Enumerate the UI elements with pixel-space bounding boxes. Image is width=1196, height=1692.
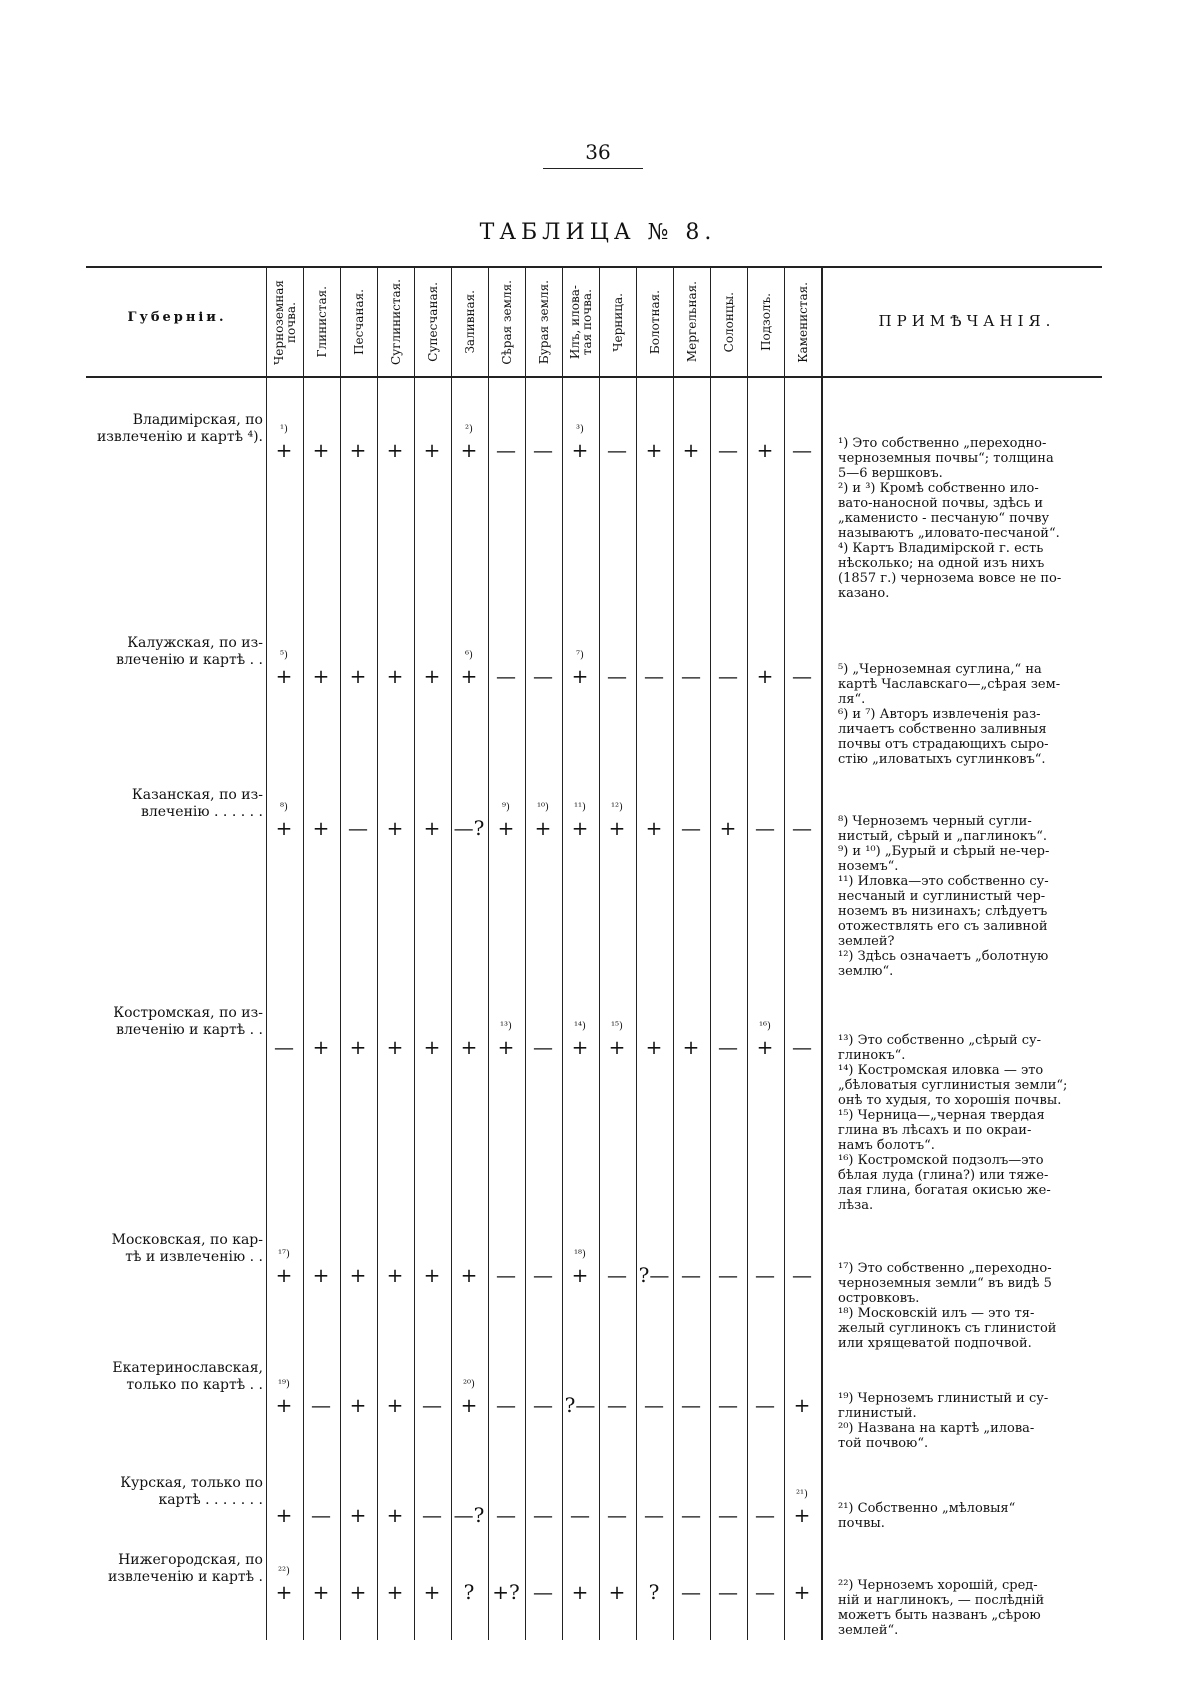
footnote-marker: ⁷) <box>576 650 584 661</box>
note-line: бѣлая луда (глина?) или тяже- <box>838 1168 1049 1183</box>
table-cell: + <box>349 664 367 688</box>
table-cell: — <box>681 1393 701 1417</box>
column-rule <box>303 266 304 1640</box>
table-cell: — <box>607 1393 627 1417</box>
table-cell: — <box>681 664 701 688</box>
footnote-marker: ¹³) <box>500 1021 512 1032</box>
page-number: 36 <box>585 140 611 164</box>
footnote-marker: ²¹) <box>796 1489 808 1500</box>
table-cell: — <box>681 1580 701 1604</box>
table-cell: + <box>386 1580 404 1604</box>
table-cell: — <box>718 664 738 688</box>
table-cell: + <box>349 1393 367 1417</box>
table-cell: — <box>533 438 553 462</box>
province-column-header: Губерніи. <box>127 310 227 325</box>
table-cell: — <box>348 816 368 840</box>
table-cell: + <box>386 1393 404 1417</box>
footnote-marker: ¹¹) <box>574 802 586 813</box>
column-rule <box>451 266 452 1640</box>
column-rule <box>821 266 823 1640</box>
table-cell: +? <box>492 1580 520 1604</box>
province-name-line: извлеченію и картѣ ⁴). <box>96 429 263 445</box>
table-cell: — <box>533 1035 553 1059</box>
footnote-marker: ²⁰) <box>463 1379 475 1390</box>
table-cell: + <box>423 1263 441 1287</box>
soil-column-header: Суглинистая. <box>388 278 403 366</box>
table-cell: + <box>793 1580 811 1604</box>
note-line: ¹⁷) Это собственно „переходно- <box>838 1261 1052 1276</box>
table-cell: — <box>681 1503 701 1527</box>
table-cell: — <box>718 1263 738 1287</box>
note-line: лая глина, богатая окисью же- <box>838 1183 1051 1198</box>
table-cell: + <box>682 438 700 462</box>
table-cell: + <box>497 1035 515 1059</box>
footnote-marker: ⁶) <box>465 650 473 661</box>
province-name-line: картѣ . . . . . . . <box>158 1492 263 1508</box>
column-rule <box>377 266 378 1640</box>
province-name <box>75 1552 263 1586</box>
note-line: островковъ. <box>838 1291 920 1306</box>
province-name-line: Курская, только по <box>120 1475 263 1491</box>
province-name-line: влеченію и картѣ . . <box>116 1022 263 1038</box>
table-cell: — <box>644 664 664 688</box>
soil-column-header: Песчаная. <box>351 289 366 355</box>
footnote-marker: ¹⁴) <box>574 1021 586 1032</box>
footnote-marker: ⁵) <box>280 650 288 661</box>
note-line: „бѣловатыя суглинистыя земли“; <box>838 1078 1068 1093</box>
table-cell: — <box>644 1393 664 1417</box>
table-cell: — <box>607 438 627 462</box>
note-line: ⁶) и ⁷) Авторъ извлеченія раз- <box>838 707 1041 722</box>
column-rule <box>784 266 785 1640</box>
table-cell: + <box>571 1035 589 1059</box>
table-cell: — <box>570 1503 590 1527</box>
table-cell: + <box>645 1035 663 1059</box>
column-rule <box>710 266 711 1640</box>
note-line: нистый, сѣрый и „паглинокъ“. <box>838 829 1048 844</box>
table-cell: — <box>533 1263 553 1287</box>
note-line: ²) и ³) Кромѣ собственно ило- <box>838 481 1039 496</box>
table-cell: + <box>349 1035 367 1059</box>
column-rule <box>747 266 748 1640</box>
table-cell: + <box>275 1263 293 1287</box>
page-number-rule <box>543 168 643 169</box>
note-line: ²⁰) Названа на картѣ „илова- <box>838 1421 1035 1436</box>
province-name-line: Калужская, по из- <box>127 635 263 651</box>
province-name <box>75 1232 263 1266</box>
table-cell: + <box>571 1263 589 1287</box>
note-line: землей? <box>838 934 895 949</box>
footnote-marker: ¹) <box>280 424 288 435</box>
table-cell: + <box>645 438 663 462</box>
note-line: черноземныя почвы“; толщина <box>838 451 1054 466</box>
province-name <box>75 412 263 446</box>
table-cell: — <box>311 1503 331 1527</box>
table-cell: — <box>755 816 775 840</box>
table-cell: + <box>571 1580 589 1604</box>
note-line: землей“. <box>838 1623 899 1638</box>
row-notes <box>838 1501 1096 1531</box>
note-line: можетъ быть названъ „сѣрою <box>838 1608 1041 1623</box>
table-cell: + <box>386 438 404 462</box>
soil-column-header: Мергельная. <box>684 281 699 363</box>
table-cell: + <box>275 664 293 688</box>
note-line: ноземъ въ низинахъ; слѣдуетъ <box>838 904 1048 919</box>
note-line: (1857 г.) чернозема вовсе не по- <box>838 571 1062 586</box>
note-line: ній и наглинокъ, — послѣдній <box>838 1593 1045 1608</box>
note-line: ¹³) Это собственно „сѣрый су- <box>838 1033 1042 1048</box>
note-line: желый суглинокъ съ глинистой <box>838 1321 1057 1336</box>
note-line: „каменисто - песчаную“ почву <box>838 511 1050 526</box>
note-line: ¹⁸) Московскій илъ — это тя- <box>838 1306 1035 1321</box>
note-line: ⁵) „Черноземная суглина,“ на <box>838 662 1042 677</box>
note-line: казано. <box>838 586 890 601</box>
footnote-marker: ²²) <box>278 1566 290 1577</box>
province-name-line: Нижегородская, по <box>118 1552 263 1568</box>
column-rule <box>488 266 489 1640</box>
note-line: ¹⁴) Костромская иловка — это <box>838 1063 1044 1078</box>
column-rule <box>636 266 637 1640</box>
column-rule <box>414 266 415 1640</box>
column-rule <box>340 266 341 1640</box>
footnote-marker: ⁸) <box>280 802 288 813</box>
table-cell: + <box>386 816 404 840</box>
note-line: той почвою“. <box>838 1436 929 1451</box>
province-name-line: только по картѣ . . <box>126 1377 263 1393</box>
note-line: ¹⁹) Черноземъ глинистый и су- <box>838 1391 1049 1406</box>
table-cell: — <box>792 664 812 688</box>
table-cell: — <box>755 1393 775 1417</box>
table-cell: + <box>275 438 293 462</box>
footnote-marker: ³) <box>576 424 584 435</box>
table-title: ТАБЛИЦА № 8. <box>479 220 717 245</box>
table-cell: — <box>755 1503 775 1527</box>
table-cell: — <box>718 438 738 462</box>
note-line: несчаный и суглинистый чер- <box>838 889 1046 904</box>
note-line: отожествлять его съ заливной <box>838 919 1048 934</box>
note-line: ля“. <box>838 692 866 707</box>
table-cell: + <box>312 1263 330 1287</box>
table-cell: — <box>496 1393 516 1417</box>
table-cell: + <box>460 1035 478 1059</box>
row-notes <box>838 1261 1096 1351</box>
table-cell: + <box>608 816 626 840</box>
soil-column-header: Глинистая. <box>314 286 329 358</box>
column-rule <box>673 266 674 1640</box>
table-cell: — <box>755 1580 775 1604</box>
footnote-marker: ¹⁸) <box>574 1249 586 1260</box>
soil-column-header: Супесчаная. <box>425 282 440 362</box>
note-line: ¹²) Здѣсь означаетъ „болотную <box>838 949 1049 964</box>
table-cell: + <box>645 816 663 840</box>
province-name-line: Казанская, по из- <box>131 787 263 803</box>
province-name <box>75 1475 263 1509</box>
table-cell: + <box>460 438 478 462</box>
table-cell: + <box>386 1503 404 1527</box>
table-cell: — <box>681 816 701 840</box>
province-name-line: Московская, по кар- <box>111 1232 263 1248</box>
footnote-marker: ¹²) <box>611 802 623 813</box>
table-cell: — <box>496 1263 516 1287</box>
table-cell: + <box>571 664 589 688</box>
column-rule <box>525 266 526 1640</box>
table-cell: + <box>312 1035 330 1059</box>
province-name-line: влеченію . . . . . . <box>140 804 263 820</box>
table-cell: + <box>312 1580 330 1604</box>
province-name <box>75 1005 263 1039</box>
table-cell: + <box>349 1503 367 1527</box>
row-notes <box>838 1391 1096 1451</box>
province-name-line: влеченію и картѣ . . <box>116 652 263 668</box>
table-cell: + <box>349 438 367 462</box>
row-notes <box>838 436 1096 601</box>
table-cell: + <box>386 1263 404 1287</box>
table-cell: + <box>349 1580 367 1604</box>
table-cell: + <box>275 1580 293 1604</box>
notes-column-header: ПРИМѢЧАНІЯ. <box>878 312 1056 330</box>
soil-column-header: Черница. <box>610 292 625 352</box>
footnote-marker: ¹⁷) <box>278 1249 290 1260</box>
note-line: ¹⁵) Черница—„черная твердая <box>838 1108 1045 1123</box>
table-cell: — <box>607 664 627 688</box>
note-line: черноземныя земли“ въ видѣ 5 <box>838 1276 1052 1291</box>
note-line: землю“. <box>838 964 894 979</box>
table-cell: + <box>312 664 330 688</box>
province-name-line: извлеченію и картѣ . <box>108 1569 263 1585</box>
table-cell: ?— <box>638 1263 670 1287</box>
soil-column-header: Сѣрая земля. <box>499 279 514 365</box>
table-cell: ? <box>648 1580 660 1604</box>
table-cell: — <box>718 1503 738 1527</box>
note-line: ноземъ“. <box>838 859 899 874</box>
footnote-marker: ¹⁰) <box>537 802 549 813</box>
table-cell: — <box>792 816 812 840</box>
table-cell: — <box>274 1035 294 1059</box>
table-cell: + <box>386 1035 404 1059</box>
soil-column-header: Каменистая. <box>795 281 810 363</box>
table-cell: + <box>423 664 441 688</box>
footnote-marker: ¹⁵) <box>611 1021 623 1032</box>
province-name <box>75 635 263 669</box>
table-cell: —? <box>453 816 485 840</box>
note-line: почвы отъ страдающихъ сыро- <box>838 737 1049 752</box>
note-line: 5—6 вершковъ. <box>838 466 943 481</box>
table-cell: + <box>571 816 589 840</box>
note-line: глина въ лѣсахъ и по окраи- <box>838 1123 1032 1138</box>
table-cell: — <box>607 1263 627 1287</box>
soil-column-header: Заливная. <box>462 290 477 354</box>
note-line: намъ болотъ“. <box>838 1138 935 1153</box>
table-cell: + <box>460 1263 478 1287</box>
table-cell: — <box>496 1503 516 1527</box>
table-cell: — <box>718 1393 738 1417</box>
table-cell: — <box>496 438 516 462</box>
table-cell: + <box>756 438 774 462</box>
table-cell: —? <box>453 1503 485 1527</box>
note-line: ¹⁶) Костромской подзолъ—это <box>838 1153 1044 1168</box>
note-line: ⁴) Картъ Владимірской г. есть <box>838 541 1044 556</box>
table-cell: — <box>533 1503 553 1527</box>
note-line: онѣ то худыя, то хорошія почвы. <box>838 1093 1062 1108</box>
note-line: почвы. <box>838 1516 885 1531</box>
footnote-marker: ¹⁹) <box>278 1379 290 1390</box>
soil-column-header: Бурая земля. <box>536 279 551 365</box>
table-cell: + <box>793 1503 811 1527</box>
table-cell: + <box>608 1580 626 1604</box>
table-cell: — <box>792 1035 812 1059</box>
table-cell: + <box>275 1503 293 1527</box>
table-cell: — <box>792 1263 812 1287</box>
column-rule <box>266 266 267 1640</box>
table-cell: — <box>311 1393 331 1417</box>
table-cell: ? <box>463 1580 475 1604</box>
row-notes <box>838 1033 1096 1213</box>
note-line: называютъ „иловато-песчаной“. <box>838 526 1060 541</box>
table-cell: + <box>423 1580 441 1604</box>
soil-column-header: Подзолъ. <box>758 293 773 351</box>
note-line: картѣ Чаславскаго—„сѣрая зем- <box>838 677 1061 692</box>
footnote-marker: ²) <box>465 424 473 435</box>
province-name-line: тѣ и извлеченію . . <box>125 1249 263 1265</box>
note-line: или хрящеватой подпочвой. <box>838 1336 1032 1351</box>
province-name <box>75 1360 263 1394</box>
table-cell: + <box>719 816 737 840</box>
table-cell: — <box>496 664 516 688</box>
note-line: глинокъ“. <box>838 1048 906 1063</box>
province-name-line: Владимірская, по <box>132 412 263 428</box>
table-cell: + <box>460 664 478 688</box>
note-line: ⁹) и ¹⁰) „Бурый и сѣрый не-чер- <box>838 844 1050 859</box>
table-top-rule <box>86 266 1102 268</box>
table-cell: — <box>718 1035 738 1059</box>
note-line: лѣза. <box>838 1198 874 1213</box>
table-cell: — <box>792 438 812 462</box>
table-cell: + <box>275 816 293 840</box>
table-cell: + <box>460 1393 478 1417</box>
note-line: стію „иловатыхъ суглинковъ“. <box>838 752 1046 767</box>
table-cell: + <box>349 1263 367 1287</box>
table-cell: + <box>423 1035 441 1059</box>
table-cell: + <box>756 664 774 688</box>
table-cell: — <box>718 1580 738 1604</box>
column-rule <box>599 266 600 1640</box>
table-cell: + <box>312 816 330 840</box>
footnote-marker: ¹⁶) <box>759 1021 771 1032</box>
note-line: личаетъ собственно заливныя <box>838 722 1047 737</box>
table-cell: + <box>793 1393 811 1417</box>
table-cell: + <box>275 1393 293 1417</box>
table-cell: ?— <box>564 1393 596 1417</box>
note-line: ²¹) Собственно „мѣловыя“ <box>838 1501 1016 1516</box>
table-cell: + <box>497 816 515 840</box>
header-bottom-rule <box>86 376 1102 378</box>
table-cell: + <box>682 1035 700 1059</box>
note-line: ⁸) Черноземъ черный сугли- <box>838 814 1032 829</box>
soil-column-header: Солонцы. <box>721 291 736 353</box>
note-line: ¹¹) Иловка—это собственно су- <box>838 874 1049 889</box>
table-cell: + <box>312 438 330 462</box>
table-cell: — <box>607 1503 627 1527</box>
province-name-line: Костромская, по из- <box>113 1005 263 1021</box>
footnote-marker: ⁹) <box>502 802 510 813</box>
table-cell: — <box>533 1580 553 1604</box>
table-cell: — <box>681 1263 701 1287</box>
table-cell: — <box>533 1393 553 1417</box>
table-cell: + <box>423 438 441 462</box>
table-cell: — <box>422 1503 442 1527</box>
soil-column-header: Илъ, илова- тая почва. <box>567 284 594 360</box>
note-line: вато-наносной почвы, здѣсь и <box>838 496 1044 511</box>
row-notes <box>838 1578 1096 1638</box>
table-cell: + <box>534 816 552 840</box>
table-cell: + <box>756 1035 774 1059</box>
table-cell: — <box>422 1393 442 1417</box>
table-cell: + <box>386 664 404 688</box>
note-line: ²²) Черноземъ хорошій, сред- <box>838 1578 1038 1593</box>
table-cell: — <box>755 1263 775 1287</box>
table-cell: — <box>644 1503 664 1527</box>
row-notes <box>838 814 1096 979</box>
table-cell: + <box>423 816 441 840</box>
soil-column-header: Черноземная почва. <box>271 279 298 365</box>
note-line: нѣсколько; на одной изъ нихъ <box>838 556 1045 571</box>
province-name-line: Екатеринославская, <box>112 1360 263 1376</box>
table-cell: + <box>608 1035 626 1059</box>
note-line: ¹) Это собственно „переходно- <box>838 436 1047 451</box>
row-notes <box>838 662 1096 767</box>
table-cell: + <box>571 438 589 462</box>
province-name <box>75 787 263 821</box>
column-rule <box>562 266 563 1640</box>
soil-column-header: Болотная. <box>647 289 662 355</box>
table-cell: — <box>533 664 553 688</box>
note-line: глинистый. <box>838 1406 917 1421</box>
